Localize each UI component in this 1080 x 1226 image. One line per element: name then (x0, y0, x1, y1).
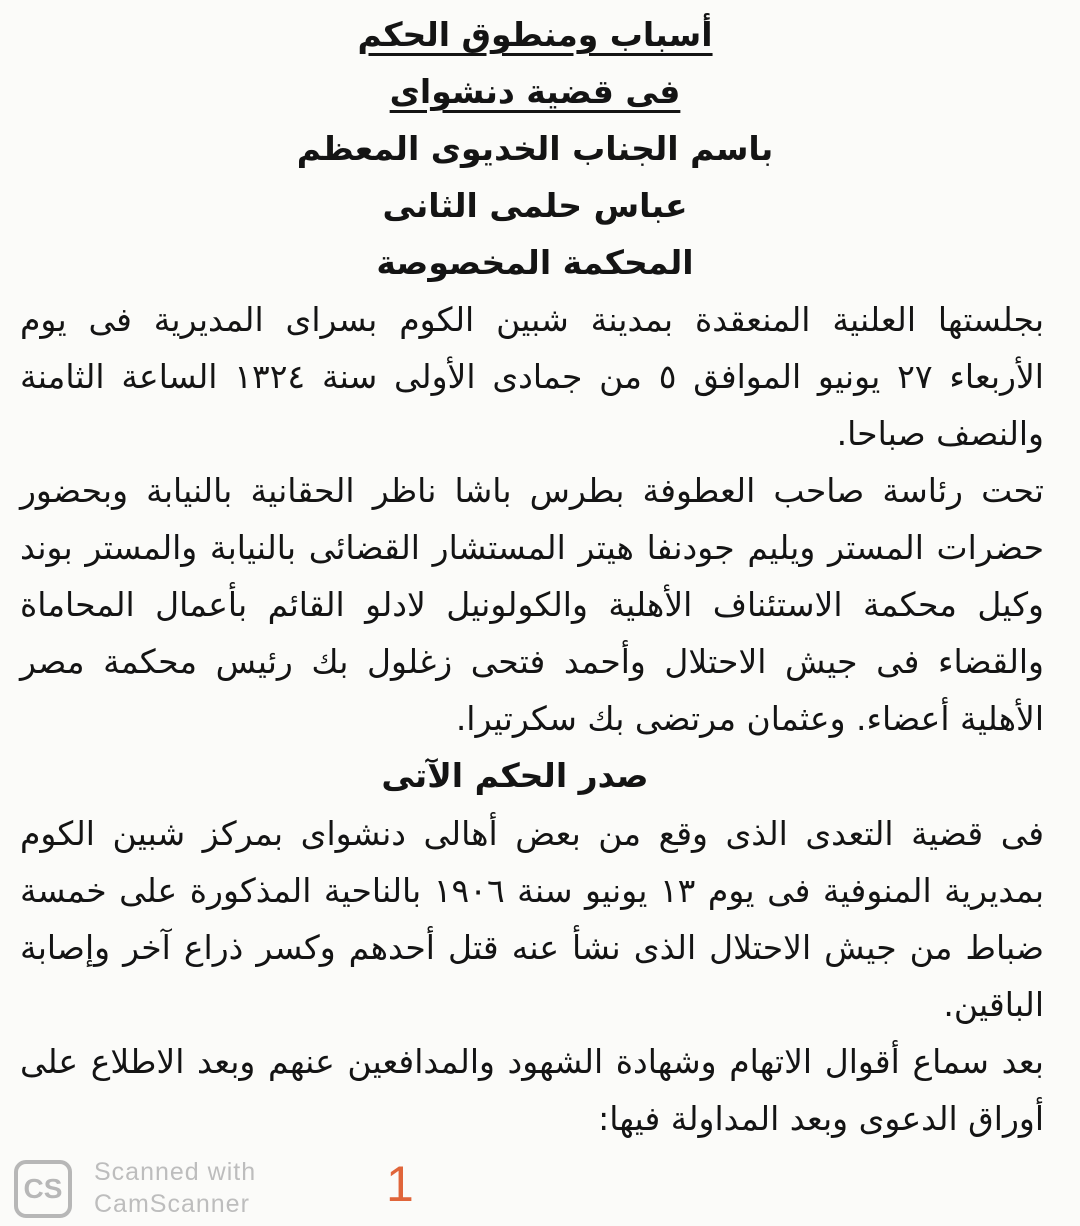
page-number: 1 (386, 1156, 414, 1212)
authority-line: باسم الجناب الخديوى المعظم (296, 129, 774, 168)
camscanner-logo-icon: CS (14, 1160, 72, 1218)
deliberation-paragraph: بعد سماع أقوال الاتهام وشهادة الشهود والمدافعين عنهم وبعد الاطلاع على أوراق الدعوى وبعد المداولة فيها: (20, 1042, 1044, 1138)
document-title (20, 6, 1050, 63)
document-page (20, 0, 1050, 1226)
case-title-text: فى قضية دنشواى (389, 72, 681, 111)
watermark-line-1: Scanned with (94, 1158, 257, 1186)
watermark-line-2: CamScanner (94, 1190, 250, 1218)
court-members-paragraph: تحت رئاسة صاحب العطوفة بطرس باشا ناظر الحقانية بالنيابة وبحضور حضرات المستر ويليم جودنفا هيتر المستشار القضائى بالنيابة والمستر بوند وكيل محكمة الاستئناف الأهلية والكولونيل لادلو القائم بأعمال المحاماة والقضاء فى جيش الاحتلال وأحمد فتحى زغلول بك رئيس محكمة مصر الأهلية أعضاء. وعثمان مرتضى بك سكرتيرا. (20, 471, 1044, 738)
title-text: أسباب ومنطوق الحكم (357, 15, 713, 54)
court-name: المحكمة المخصوصة (376, 243, 694, 282)
case-paragraph: فى قضية التعدى الذى وقع من بعض أهالى دنشواى بمركز شبين الكوم بمديرية المنوفية فى يوم ١٣ يونيو سنة ١٩٠٦ بالناحية المذكورة على خمسة ضباط من جيش الاحتلال الذى نشأ عنه قتل أحدهم وكسر ذراع آخر وإصابة الباقين. (20, 814, 1044, 1024)
case-title (20, 63, 1050, 120)
khedive-name: عباس حلمى الثانى (382, 186, 688, 225)
judgment-heading: صدر الحكم الآتى (381, 756, 649, 795)
session-paragraph: بجلستها العلنية المنعقدة بمدينة شبين الكوم بسراى المديرية فى يوم الأربعاء ٢٧ يونيو الموافق ٥ من جمادى الأولى سنة ١٣٢٤ الساعة الثامنة والنصف صباحا. (20, 300, 1044, 453)
